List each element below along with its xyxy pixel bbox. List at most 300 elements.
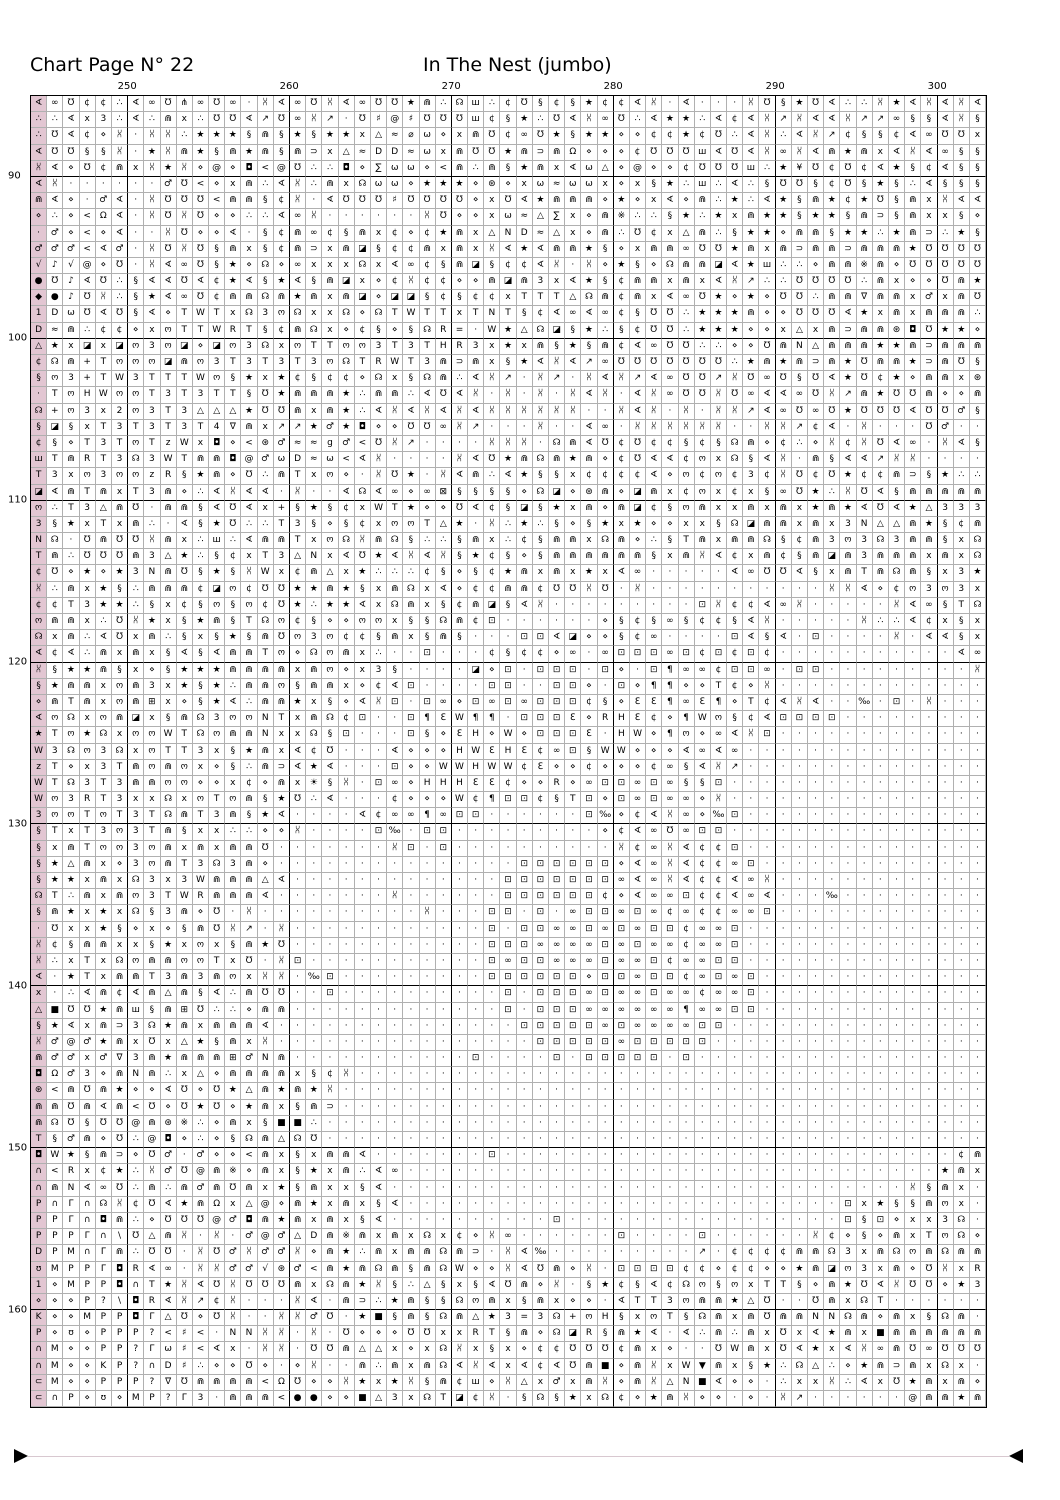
grid-cell: ш (759, 258, 775, 274)
grid-cell: · (727, 1067, 743, 1083)
grid-cell: Ʊ (695, 387, 711, 403)
grid-cell: H (452, 776, 468, 792)
grid-cell: · (824, 695, 840, 711)
grid-cell: § (193, 565, 209, 581)
grid-cell: · (322, 824, 338, 840)
grid-cell: · (776, 986, 792, 1002)
grid-cell: ⋒ (776, 501, 792, 517)
grid-cell: ⩆ (679, 1391, 695, 1407)
grid-cell: ∞ (387, 808, 403, 824)
grid-cell: · (938, 922, 954, 938)
grid-cell: ⊡ (614, 776, 630, 792)
grid-cell: Ʊ (112, 549, 128, 565)
grid-cell: < (258, 161, 274, 177)
grid-cell: x (792, 517, 808, 533)
grid-cell: ო (177, 776, 193, 792)
grid-cell: ★ (322, 128, 338, 144)
grid-cell: ⊡ (322, 986, 338, 1002)
grid-cell: Ʊ (921, 242, 937, 258)
grid-cell: · (938, 808, 954, 824)
grid-cell: x (193, 824, 209, 840)
grid-cell: § (80, 1148, 96, 1164)
grid-cell: ⊡ (565, 695, 581, 711)
grid-cell: ★ (177, 1197, 193, 1213)
grid-cell: ∢ (322, 760, 338, 776)
grid-cell: § (339, 517, 355, 533)
grid-cell: · (905, 630, 921, 646)
grid-cell: ∞ (679, 695, 695, 711)
grid-cell: △ (144, 1229, 160, 1245)
grid-cell: ¢ (387, 242, 403, 258)
grid-cell: ¢ (177, 598, 193, 614)
grid-cell: · (436, 1035, 452, 1051)
grid-cell: · (387, 1100, 403, 1116)
page-footer-line (28, 1456, 1009, 1457)
grid-cell: ⊡ (500, 1003, 516, 1019)
grid-cell: ⊡ (727, 630, 743, 646)
grid-cell: ∞ (177, 290, 193, 306)
grid-cell: ★ (225, 1083, 241, 1099)
grid-cell: · (743, 1116, 759, 1132)
grid-cell: ⋄ (614, 242, 630, 258)
grid-cell: ⋒ (241, 663, 257, 679)
grid-cell: · (776, 954, 792, 970)
grid-cell: ⩆ (436, 468, 452, 484)
grid-cell: · (776, 760, 792, 776)
grid-cell: · (743, 938, 759, 954)
grid-cell: · (355, 1116, 371, 1132)
grid-cell: ☊ (970, 549, 986, 565)
grid-cell: ⋒ (225, 1116, 241, 1132)
grid-cell: ⋒ (549, 533, 565, 549)
grid-cell: ⋒ (290, 404, 306, 420)
grid-cell: ⋒ (403, 1294, 419, 1310)
grid-cell: · (954, 1294, 970, 1310)
grid-cell: ო (695, 1278, 711, 1294)
grid-cell: ★ (824, 1326, 840, 1342)
grid-cell: ⋄ (630, 760, 646, 776)
grid-cell: ★ (517, 517, 533, 533)
grid-cell: x (322, 242, 338, 258)
grid-cell: Ʊ (549, 112, 565, 128)
grid-cell: ⩆ (808, 1229, 824, 1245)
grid-cell: ⩆ (533, 404, 549, 420)
grid-cell: ★ (63, 873, 79, 889)
grid-cell: ω (387, 161, 403, 177)
grid-cell: ⋒ (339, 290, 355, 306)
grid-cell: · (824, 1100, 840, 1116)
grid-cell: · (646, 1132, 662, 1148)
grid-cell: · (695, 404, 711, 420)
grid-cell: · (824, 986, 840, 1002)
column-number: 290 (765, 81, 785, 92)
grid-cell: x (161, 598, 177, 614)
grid-row (31, 193, 986, 209)
grid-cell: · (80, 193, 96, 209)
grid-cell: ☊ (938, 1245, 954, 1261)
grid-cell: · (743, 808, 759, 824)
grid-cell: 3 (144, 452, 160, 468)
grid-cell: ⊡ (630, 1035, 646, 1051)
grid-cell: · (938, 1035, 954, 1051)
grid-cell: ★ (840, 468, 856, 484)
grid-cell: · (565, 258, 581, 274)
grid-cell: ⩆ (484, 371, 500, 387)
grid-cell: Ʊ (662, 145, 678, 161)
grid-cell: ⊡ (711, 646, 727, 662)
grid-cell: x (857, 1326, 873, 1342)
grid-cell: ⩆ (144, 193, 160, 209)
grid-cell: Ʊ (355, 549, 371, 565)
grid-cell: · (355, 1067, 371, 1083)
grid-cell: ⩆ (209, 1229, 225, 1245)
grid-cell: § (31, 857, 47, 873)
grid-cell: ⋒ (792, 1245, 808, 1261)
grid-cell: x (873, 145, 889, 161)
grid-cell: W (112, 371, 128, 387)
grid-cell: x (80, 1164, 96, 1180)
grid-cell: △ (274, 1132, 290, 1148)
grid-cell: ⋒ (161, 1229, 177, 1245)
grid-cell: ★ (177, 663, 193, 679)
grid-cell: △ (889, 517, 905, 533)
grid-cell: x (954, 1197, 970, 1213)
grid-cell: · (468, 954, 484, 970)
grid-cell: ⩆ (905, 1181, 921, 1197)
grid-cell: · (565, 1148, 581, 1164)
grid-cell: ◪ (47, 420, 63, 436)
grid-cell: ⋒ (112, 161, 128, 177)
grid-cell: x (484, 533, 500, 549)
grid-cell: § (177, 614, 193, 630)
grid-cell: ∢ (905, 598, 921, 614)
grid-cell: · (938, 1067, 954, 1083)
grid-cell: · (533, 1100, 549, 1116)
grid-cell: ☊ (339, 306, 355, 322)
grid-cell: ⋒ (31, 1116, 47, 1132)
grid-cell: ⊡ (549, 711, 565, 727)
grid-cell: § (290, 1100, 306, 1116)
grid-cell: x (371, 517, 387, 533)
grid-cell: · (177, 1262, 193, 1278)
grid-cell: ■ (274, 1116, 290, 1132)
grid-cell: · (711, 1229, 727, 1245)
grid-cell: ო (31, 501, 47, 517)
grid-cell: · (339, 744, 355, 760)
grid-cell: ★ (970, 274, 986, 290)
grid-cell: ⋒ (824, 355, 840, 371)
grid-cell: ⋒ (290, 242, 306, 258)
grid-cell: ⊡ (581, 905, 597, 921)
grid-cell: Ʊ (954, 1342, 970, 1358)
grid-cell: ⩆ (662, 420, 678, 436)
grid-cell: ⊡ (533, 922, 549, 938)
grid-cell: ⋒ (161, 824, 177, 840)
grid-cell: · (420, 436, 436, 452)
grid-cell: · (938, 1294, 954, 1310)
grid-cell: § (403, 371, 419, 387)
grid-cell: x (921, 1213, 937, 1229)
grid-cell: ¢ (630, 468, 646, 484)
grid-cell: ∴ (371, 1359, 387, 1375)
grid-cell: △ (371, 1391, 387, 1407)
grid-cell: ∞ (711, 986, 727, 1002)
grid-cell: ♂ (549, 1375, 565, 1391)
grid-cell: ⋒ (47, 614, 63, 630)
grid-cell: ⋄ (144, 1213, 160, 1229)
grid-row (31, 744, 986, 760)
grid-cell: · (371, 727, 387, 743)
grid-cell: · (938, 792, 954, 808)
grid-cell: ⊡ (371, 824, 387, 840)
grid-cell: ¶ (468, 711, 484, 727)
grid-cell: ¢ (339, 371, 355, 387)
grid-cell: · (387, 970, 403, 986)
grid-cell: ⋄ (144, 1083, 160, 1099)
grid-cell: ∢ (517, 1262, 533, 1278)
grid-cell: § (905, 112, 921, 128)
grid-cell: ∴ (436, 533, 452, 549)
grid-cell: § (776, 96, 792, 112)
grid-cell: ⊡ (808, 711, 824, 727)
grid-cell: ¢ (533, 582, 549, 598)
grid-cell: ≈ (306, 436, 322, 452)
grid-cell: · (792, 630, 808, 646)
grid-cell: ∞ (727, 970, 743, 986)
grid-cell: · (630, 1100, 646, 1116)
grid-cell: · (128, 209, 144, 225)
grid-cell: ⋒ (63, 1083, 79, 1099)
grid-cell: ⋒ (177, 986, 193, 1002)
grid-cell: ⩆ (161, 226, 177, 242)
grid-cell: Ʊ (112, 258, 128, 274)
grid-cell: · (614, 1083, 630, 1099)
grid-cell: ∞ (662, 760, 678, 776)
grid-cell: · (970, 1051, 986, 1067)
grid-cell: · (905, 986, 921, 1002)
grid-cell: ★ (339, 1262, 355, 1278)
grid-cell: 3 (840, 517, 856, 533)
grid-cell: § (921, 565, 937, 581)
grid-cell: ⋒ (921, 1326, 937, 1342)
grid-cell: § (290, 1164, 306, 1180)
grid-cell: ∴ (970, 468, 986, 484)
grid-cell: · (889, 873, 905, 889)
grid-cell: T (80, 436, 96, 452)
grid-cell: ★ (889, 339, 905, 355)
grid-cell: ⋒ (241, 1391, 257, 1407)
grid-cell: ⊡ (727, 954, 743, 970)
grid-cell: ⋒ (840, 290, 856, 306)
grid-cell: § (500, 485, 516, 501)
grid-cell: ∴ (371, 646, 387, 662)
grid-cell: Ʊ (322, 744, 338, 760)
grid-cell: § (436, 565, 452, 581)
grid-cell: ∞ (662, 938, 678, 954)
grid-cell: ∴ (258, 517, 274, 533)
grid-cell: · (727, 1197, 743, 1213)
grid-cell: ∢ (63, 1019, 79, 1035)
grid-row (31, 96, 986, 112)
grid-cell: ⊡ (646, 792, 662, 808)
grid-cell: · (840, 695, 856, 711)
grid-cell: · (339, 954, 355, 970)
grid-cell: x (792, 1375, 808, 1391)
grid-cell: Ʊ (889, 1375, 905, 1391)
grid-cell: ⋄ (339, 323, 355, 339)
grid-cell: x (31, 986, 47, 1002)
grid-cell: ☊ (436, 1310, 452, 1326)
grid-cell: ω (161, 1342, 177, 1358)
grid-cell: 3 (80, 776, 96, 792)
grid-cell: D (517, 226, 533, 242)
grid-cell: ∢ (274, 873, 290, 889)
grid-cell: T (290, 355, 306, 371)
grid-cell: x (970, 1164, 986, 1180)
grid-cell: ⋄ (403, 792, 419, 808)
grid-cell: ⋒ (112, 889, 128, 905)
grid-cell: Ʊ (371, 96, 387, 112)
grid-cell: · (371, 711, 387, 727)
grid-cell: § (225, 598, 241, 614)
grid-cell: ¢ (614, 1391, 630, 1407)
grid-cell: ☊ (161, 792, 177, 808)
grid-cell: ⋒ (873, 290, 889, 306)
grid-cell: ∴ (306, 161, 322, 177)
grid-cell: ⋒ (339, 1164, 355, 1180)
grid-cell: · (500, 922, 516, 938)
grid-cell: x (193, 760, 209, 776)
grid-cell: ¢ (96, 161, 112, 177)
grid-cell: ⊛ (161, 1116, 177, 1132)
grid-cell: · (646, 1164, 662, 1180)
grid-cell: ⋒ (306, 711, 322, 727)
grid-cell: x (954, 533, 970, 549)
grid-cell: ⋄ (468, 1229, 484, 1245)
grid-cell: · (824, 824, 840, 840)
grid-cell: · (662, 1197, 678, 1213)
grid-cell: Ʊ (306, 1132, 322, 1148)
grid-cell: ☊ (727, 436, 743, 452)
grid-cell: ⩆ (533, 371, 549, 387)
grid-cell: ★ (403, 501, 419, 517)
grid-cell: R (161, 468, 177, 484)
grid-cell: ⋄ (63, 1310, 79, 1326)
grid-cell: x (80, 873, 96, 889)
grid-cell: ⊡ (565, 873, 581, 889)
grid-cell: Ʊ (274, 1278, 290, 1294)
grid-cell: · (598, 1116, 614, 1132)
grid-cell: ⋒ (970, 1245, 986, 1261)
grid-cell: · (905, 1035, 921, 1051)
grid-cell: + (80, 355, 96, 371)
grid-cell: § (177, 630, 193, 646)
grid-cell: ¢ (517, 533, 533, 549)
grid-cell: · (792, 1100, 808, 1116)
grid-cell: ⋒ (161, 582, 177, 598)
grid-cell: x (921, 549, 937, 565)
grid-cell: ♂ (921, 290, 937, 306)
grid-cell: ∞ (144, 96, 160, 112)
grid-cell: ★ (209, 565, 225, 581)
grid-cell: x (727, 1310, 743, 1326)
grid-cell: ⋄ (209, 1148, 225, 1164)
grid-cell: ∢ (128, 112, 144, 128)
grid-cell: Ω (47, 1067, 63, 1083)
grid-cell: ⋄ (96, 258, 112, 274)
grid-cell: · (500, 1083, 516, 1099)
grid-cell: Ʊ (436, 387, 452, 403)
grid-cell: Ʊ (322, 1342, 338, 1358)
grid-cell: ∢ (679, 96, 695, 112)
grid-cell: ო (322, 533, 338, 549)
grid-cell: ⊡ (500, 986, 516, 1002)
grid-cell: ∢ (177, 517, 193, 533)
grid-cell: § (225, 744, 241, 760)
grid-cell: ⊡ (403, 841, 419, 857)
grid-cell: T (144, 1278, 160, 1294)
grid-row (31, 905, 986, 921)
grid-cell: < (80, 242, 96, 258)
grid-cell: ⊡ (662, 1262, 678, 1278)
grid-cell: · (468, 922, 484, 938)
grid-cell: ∢ (144, 1262, 160, 1278)
grid-cell: ⋒ (209, 1164, 225, 1180)
grid-cell: @ (258, 1229, 274, 1245)
grid-cell: ⋄ (662, 517, 678, 533)
grid-cell: ⋄ (339, 663, 355, 679)
grid-cell: · (128, 145, 144, 161)
grid-cell: · (452, 1019, 468, 1035)
grid-cell: ¢ (614, 452, 630, 468)
grid-cell: ⊡ (614, 679, 630, 695)
grid-cell: ⋒ (63, 614, 79, 630)
grid-cell: ¢ (727, 485, 743, 501)
grid-cell: Γ (63, 1213, 79, 1229)
grid-cell: · (954, 1100, 970, 1116)
grid-cell: Ʊ (533, 1262, 549, 1278)
grid-cell: § (630, 306, 646, 322)
grid-cell: · (857, 727, 873, 743)
grid-cell: ◪ (549, 485, 565, 501)
grid-cell: ☊ (47, 533, 63, 549)
grid-cell: ш (468, 1375, 484, 1391)
grid-cell: T (565, 792, 581, 808)
grid-cell: ⊡ (679, 1035, 695, 1051)
grid-cell: · (889, 1003, 905, 1019)
grid-cell: · (824, 841, 840, 857)
grid-cell: · (549, 387, 565, 403)
grid-row (31, 922, 986, 938)
grid-cell: ⊡ (533, 970, 549, 986)
grid-cell: ∢ (339, 96, 355, 112)
grid-cell: ☊ (679, 1278, 695, 1294)
grid-cell: · (31, 387, 47, 403)
grid-cell: ⋄ (241, 258, 257, 274)
grid-cell: Ʊ (776, 565, 792, 581)
grid-cell: ¢ (743, 1262, 759, 1278)
grid-cell: ∢ (387, 258, 403, 274)
grid-cell: Ʊ (679, 371, 695, 387)
grid-cell: ∩ (31, 1181, 47, 1197)
grid-cell: ⋒ (452, 242, 468, 258)
grid-cell: 3 (857, 533, 873, 549)
grid-cell: · (938, 889, 954, 905)
grid-cell: ★ (517, 242, 533, 258)
grid-cell: · (889, 1083, 905, 1099)
grid-cell: x (921, 193, 937, 209)
grid-cell: 3 (290, 517, 306, 533)
